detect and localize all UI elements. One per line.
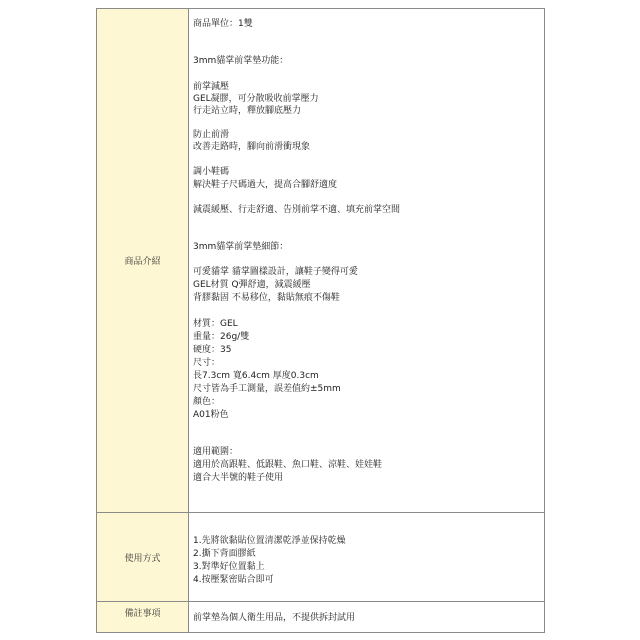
intro-line: 改善走路時，腳向前滑衝現象 — [193, 142, 311, 152]
label-usage-text: 使用方式 — [124, 553, 161, 564]
intro-line: 商品單位：1雙 — [193, 19, 253, 29]
intro-line: 適用範圍： — [193, 447, 239, 457]
usage-line: 2.撕下背面膠紙 — [193, 549, 256, 559]
intro-line: 解決鞋子尺碼過大，提高合腳舒適度 — [193, 180, 338, 190]
notes-line: 前掌墊為個人衛生用品，不提供拆封試用 — [193, 613, 356, 623]
intro-line: 適用於高跟鞋、低跟鞋、魚口鞋、涼鞋、娃娃鞋 — [193, 460, 383, 470]
intro-line: A01粉色 — [193, 410, 229, 420]
intro-line: 顏色： — [193, 397, 221, 407]
intro-line: 調小鞋碼 — [193, 167, 230, 177]
intro-line: 可愛貓掌 貓掌圖樣設計，讓鞋子變得可愛 — [193, 267, 358, 277]
usage-line: 4.按壓緊密貼合即可 — [193, 575, 274, 585]
intro-line: 行走站立時，釋放腳底壓力 — [193, 106, 302, 116]
usage-line: 3.對準好位置黏上 — [193, 562, 265, 572]
intro-line: 前掌減壓 — [193, 82, 230, 92]
intro-line: 3mm貓掌前掌墊功能： — [193, 56, 289, 66]
intro-line: GEL材質 Q彈舒適，減震緩壓 — [193, 280, 311, 290]
intro-line: GEL凝膠，可分散吸收前掌壓力 — [193, 94, 319, 104]
intro-line: 重量：26g/雙 — [193, 332, 250, 342]
label-product-intro — [97, 9, 189, 512]
intro-line: 尺寸皆為手工測量，誤差值約±5mm — [193, 384, 341, 394]
product-spec-table — [96, 8, 545, 633]
label-notes — [97, 602, 189, 632]
intro-line: 尺寸： — [193, 358, 221, 368]
intro-line: 背膠黏固 不易移位，黏貼無痕不傷鞋 — [193, 293, 340, 303]
value-product-intro — [189, 9, 544, 512]
intro-line: 防止前滑 — [193, 130, 230, 140]
intro-line: 減震緩壓、行走舒適、告別前掌不適、填充前掌空間 — [193, 205, 401, 215]
value-notes — [189, 602, 544, 632]
label-notes-text: 備註事項 — [124, 609, 161, 619]
intro-line: 材質：GEL — [193, 319, 238, 329]
intro-line: 3mm貓掌前掌墊細節： — [193, 242, 289, 252]
value-usage — [189, 513, 544, 601]
usage-line: 1.先將欲黏貼位置清潔乾淨並保持乾燥 — [193, 536, 346, 546]
intro-line: 長7.3cm 寬6.4cm 厚度0.3cm — [193, 371, 319, 381]
label-product-intro-text: 商品介紹 — [124, 257, 161, 267]
label-usage — [97, 513, 189, 601]
intro-line: 硬度：35 — [193, 345, 232, 355]
intro-line: 適合大半號的鞋子使用 — [193, 473, 284, 483]
